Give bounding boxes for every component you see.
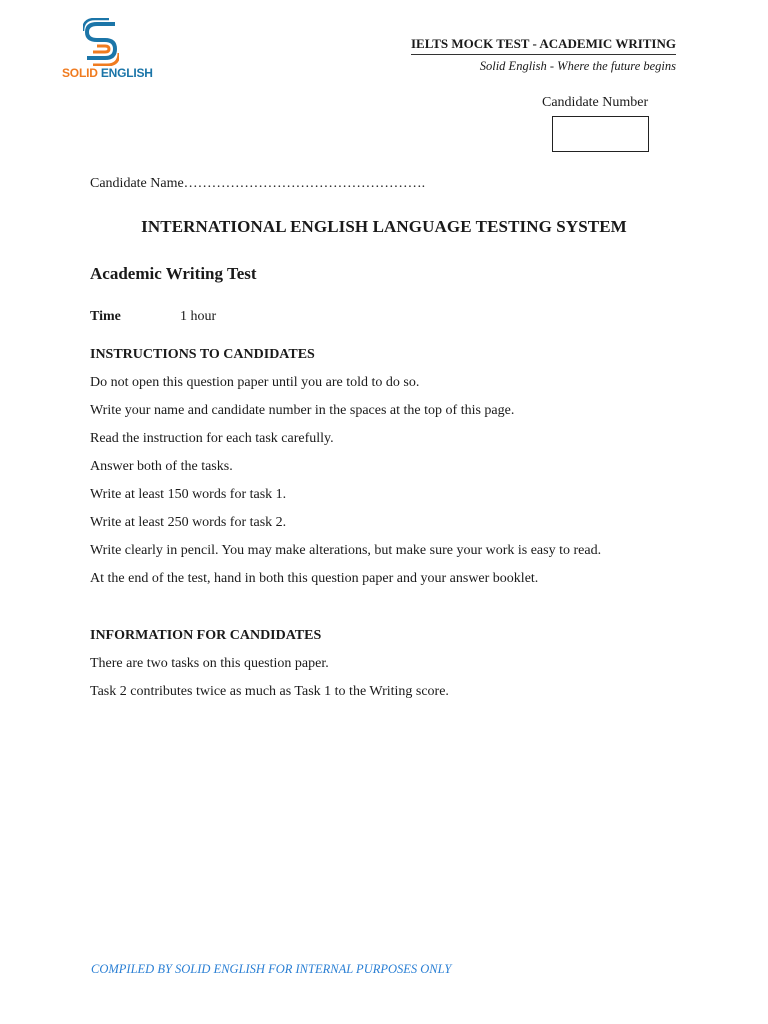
footer-note: COMPILED BY SOLID ENGLISH FOR INTERNAL PURPOSES ONLY [91,962,452,976]
document-header [411,36,676,74]
instruction-line: Write clearly in pencil. You may make alterations, but make sure your work is easy to read. [90,543,602,558]
time-label: Time [90,309,121,324]
solid-english-logo-icon [83,18,119,66]
logo-word-english: ENGLISH [100,66,153,80]
information-section [90,627,449,711]
logo-wordmark [62,66,153,80]
information-line: There are two tasks on this question paper. [90,656,329,671]
solid-english-logo [62,18,152,82]
candidate-number-label: Candidate Number [542,95,649,110]
instruction-line: Write at least 250 words for task 2. [90,515,287,530]
instruction-line: Write your name and candidate number in the spaces at the top of this page. [90,403,515,418]
logo-word-solid: SOLID [62,66,98,80]
instruction-line: Answer both of the tasks. [90,459,233,474]
instruction-line: At the end of the test, hand in both this question paper and your answer booklet. [90,571,539,586]
instructions-section [90,346,601,598]
instruction-line: Do not open this question paper until you are told to do so. [90,375,420,390]
candidate-number-box [552,116,649,152]
time-value: 1 hour [180,309,217,324]
information-heading: INFORMATION FOR CANDIDATES [90,628,322,643]
header-subtitle: Solid English - Where the future begins [479,59,676,73]
time-row [90,309,216,325]
candidate-name-field: Candidate Name……………………………………………. [90,176,426,191]
test-title: Academic Writing Test [90,264,257,283]
instruction-line: Read the instruction for each task carefully. [90,431,334,446]
header-title: IELTS MOCK TEST - ACADEMIC WRITING [411,36,676,55]
main-title: INTERNATIONAL ENGLISH LANGUAGE TESTING SYSTEM [141,217,627,236]
instructions-heading: INSTRUCTIONS TO CANDIDATES [90,347,315,362]
instruction-line: Write at least 150 words for task 1. [90,487,287,502]
information-line: Task 2 contributes twice as much as Task 1 to the Writing score. [90,684,449,699]
